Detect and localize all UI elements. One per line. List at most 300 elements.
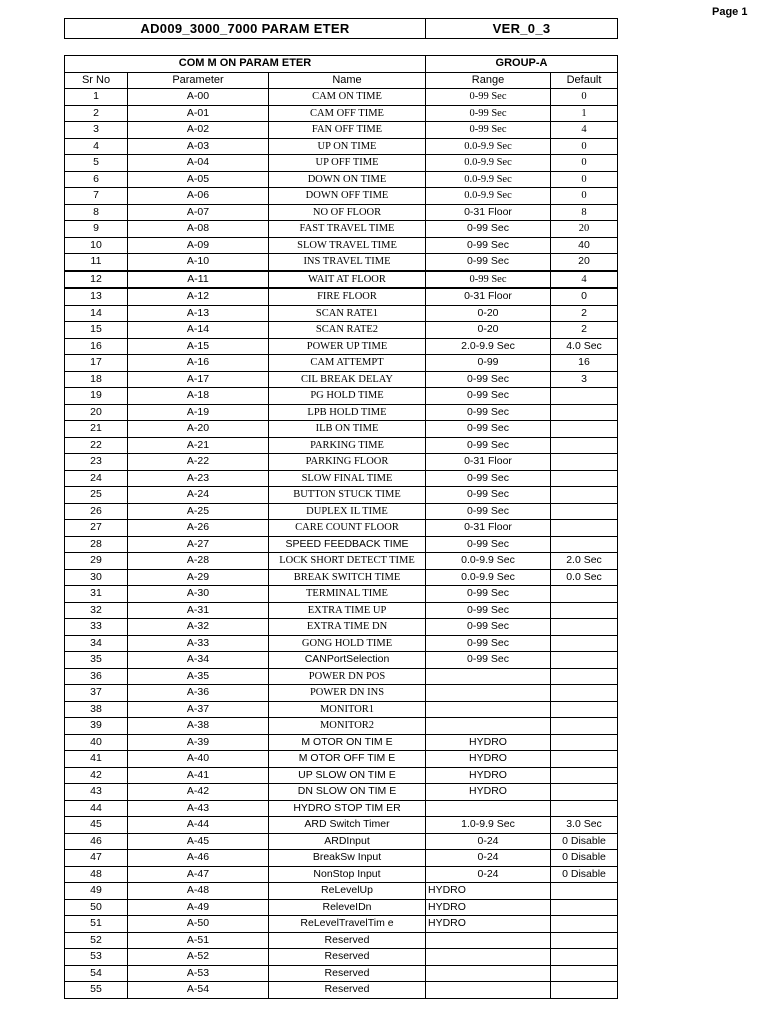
parameter-name-cell: LPB HOLD TIME: [269, 404, 426, 421]
range-cell: HYDRO: [426, 751, 551, 768]
default-cell: 40: [551, 237, 618, 254]
parameter-code-cell: A-27: [128, 536, 269, 553]
sr-no-cell: 19: [65, 388, 128, 405]
table-row: [65, 470, 618, 487]
parameter-name-cell: FAST TRAVEL TIME: [269, 221, 426, 238]
table-row: [65, 751, 618, 768]
range-cell: 0-99 Sec: [426, 487, 551, 504]
parameter-code-cell: A-51: [128, 932, 269, 949]
sr-no-cell: 6: [65, 171, 128, 188]
default-cell: 0: [551, 138, 618, 155]
sr-no-cell: 31: [65, 586, 128, 603]
parameter-name-cell: CAM OFF TIME: [269, 105, 426, 122]
default-cell: [551, 718, 618, 735]
parameter-name-cell: FIRE FLOOR: [269, 288, 426, 305]
parameter-code-cell: A-07: [128, 204, 269, 221]
table-row: [65, 421, 618, 438]
default-cell: [551, 899, 618, 916]
parameter-code-cell: A-35: [128, 668, 269, 685]
sr-no-cell: 14: [65, 305, 128, 322]
default-cell: [551, 652, 618, 669]
sr-no-cell: 35: [65, 652, 128, 669]
table-row: [65, 949, 618, 966]
sr-no-cell: 30: [65, 569, 128, 586]
parameter-code-cell: A-17: [128, 371, 269, 388]
sr-no-cell: 37: [65, 685, 128, 702]
default-cell: [551, 949, 618, 966]
default-cell: 2: [551, 322, 618, 339]
parameter-name-cell: MONITOR2: [269, 718, 426, 735]
parameter-name-cell: CAM ATTEMPT: [269, 355, 426, 372]
range-cell: 0-99 Sec: [426, 586, 551, 603]
default-cell: 1: [551, 105, 618, 122]
parameter-code-cell: A-03: [128, 138, 269, 155]
range-cell: 0-24: [426, 850, 551, 867]
parameter-code-cell: A-52: [128, 949, 269, 966]
table-row: [65, 734, 618, 751]
table-row: [65, 254, 618, 271]
parameter-code-cell: A-04: [128, 155, 269, 172]
range-cell: 0.0-9.9 Sec: [426, 138, 551, 155]
range-cell: 0-99 Sec: [426, 388, 551, 405]
sr-no-cell: 17: [65, 355, 128, 372]
range-cell: 0-99: [426, 355, 551, 372]
parameter-name-cell: DOWN OFF TIME: [269, 188, 426, 205]
parameter-code-cell: A-30: [128, 586, 269, 603]
range-cell: 0-99 Sec: [426, 421, 551, 438]
column-header: Parameter: [128, 72, 269, 89]
parameter-name-cell: EXTRA TIME DN: [269, 619, 426, 636]
sr-no-cell: 1: [65, 89, 128, 106]
table-row: [65, 602, 618, 619]
default-cell: [551, 734, 618, 751]
parameter-code-cell: A-20: [128, 421, 269, 438]
parameter-code-cell: A-10: [128, 254, 269, 271]
parameter-code-cell: A-08: [128, 221, 269, 238]
range-cell: 0-20: [426, 322, 551, 339]
default-cell: [551, 635, 618, 652]
table-row: [65, 982, 618, 999]
parameter-name-cell: SCAN RATE1: [269, 305, 426, 322]
range-cell: [426, 800, 551, 817]
table-row: [65, 899, 618, 916]
table-row: [65, 767, 618, 784]
default-cell: [551, 800, 618, 817]
parameter-code-cell: A-29: [128, 569, 269, 586]
table-row: [65, 122, 618, 139]
parameter-name-cell: PG HOLD TIME: [269, 388, 426, 405]
parameter-name-cell: POWER DN INS: [269, 685, 426, 702]
parameter-code-cell: A-26: [128, 520, 269, 537]
table-row: [65, 520, 618, 537]
sr-no-cell: 39: [65, 718, 128, 735]
range-cell: 0-99 Sec: [426, 105, 551, 122]
sr-no-cell: 47: [65, 850, 128, 867]
table-row: [65, 916, 618, 933]
parameter-name-cell: Reserved: [269, 949, 426, 966]
sr-no-cell: 33: [65, 619, 128, 636]
range-cell: 1.0-9.9 Sec: [426, 817, 551, 834]
parameter-name-cell: ReLevelUp: [269, 883, 426, 900]
table-row: [65, 454, 618, 471]
parameter-name-cell: Reserved: [269, 932, 426, 949]
default-cell: [551, 388, 618, 405]
range-cell: 0.0-9.9 Sec: [426, 188, 551, 205]
range-cell: 0-99 Sec: [426, 237, 551, 254]
sr-no-cell: 42: [65, 767, 128, 784]
parameter-name-cell: LOCK SHORT DETECT TIME: [269, 553, 426, 570]
parameter-name-cell: M OTOR ON TIM E: [269, 734, 426, 751]
column-header: Sr No: [65, 72, 128, 89]
table-row: [65, 188, 618, 205]
parameter-name-cell: NonStop Input: [269, 866, 426, 883]
parameter-code-cell: A-43: [128, 800, 269, 817]
parameter-code-cell: A-33: [128, 635, 269, 652]
column-header: Name: [269, 72, 426, 89]
table-row: [65, 322, 618, 339]
table-row: [65, 965, 618, 982]
sr-no-cell: 8: [65, 204, 128, 221]
sr-no-cell: 54: [65, 965, 128, 982]
sr-no-cell: 11: [65, 254, 128, 271]
sr-no-cell: 3: [65, 122, 128, 139]
parameter-name-cell: SLOW TRAVEL TIME: [269, 237, 426, 254]
table-row: [65, 138, 618, 155]
parameter-code-cell: A-45: [128, 833, 269, 850]
sr-no-cell: 10: [65, 237, 128, 254]
parameter-code-cell: A-54: [128, 982, 269, 999]
parameter-code-cell: A-44: [128, 817, 269, 834]
sr-no-cell: 32: [65, 602, 128, 619]
range-cell: 0-99 Sec: [426, 635, 551, 652]
parameter-code-cell: A-47: [128, 866, 269, 883]
sr-no-cell: 9: [65, 221, 128, 238]
default-cell: 16: [551, 355, 618, 372]
default-cell: 0 Disable: [551, 866, 618, 883]
parameter-code-cell: A-13: [128, 305, 269, 322]
parameter-code-cell: A-23: [128, 470, 269, 487]
sr-no-cell: 7: [65, 188, 128, 205]
table-row: [65, 237, 618, 254]
parameter-code-cell: A-15: [128, 338, 269, 355]
range-cell: 0-99 Sec: [426, 437, 551, 454]
parameter-name-cell: DN SLOW ON TIM E: [269, 784, 426, 801]
range-cell: 0.0-9.9 Sec: [426, 171, 551, 188]
table-row: [65, 388, 618, 405]
parameter-name-cell: PARKING FLOOR: [269, 454, 426, 471]
parameter-code-cell: A-36: [128, 685, 269, 702]
default-cell: [551, 421, 618, 438]
range-cell: 0-99 Sec: [426, 221, 551, 238]
sr-no-cell: 12: [65, 271, 128, 289]
table-row: [65, 833, 618, 850]
section-title: COM M ON PARAM ETER: [65, 56, 426, 73]
parameter-code-cell: A-21: [128, 437, 269, 454]
parameter-code-cell: A-16: [128, 355, 269, 372]
table-row: [65, 685, 618, 702]
parameter-name-cell: BreakSw Input: [269, 850, 426, 867]
parameter-name-cell: DUPLEX IL TIME: [269, 503, 426, 520]
parameter-table: [64, 55, 618, 999]
default-cell: 20: [551, 221, 618, 238]
parameter-name-cell: TERMINAL TIME: [269, 586, 426, 603]
parameter-code-cell: A-14: [128, 322, 269, 339]
parameter-code-cell: A-24: [128, 487, 269, 504]
table-row: [65, 155, 618, 172]
parameter-name-cell: SCAN RATE2: [269, 322, 426, 339]
sr-no-cell: 5: [65, 155, 128, 172]
default-cell: [551, 701, 618, 718]
parameter-code-cell: A-19: [128, 404, 269, 421]
sr-no-cell: 46: [65, 833, 128, 850]
parameter-name-cell: CANPortSelection: [269, 652, 426, 669]
table-row: [65, 817, 618, 834]
parameter-code-cell: A-22: [128, 454, 269, 471]
parameter-code-cell: A-09: [128, 237, 269, 254]
range-cell: [426, 718, 551, 735]
sr-no-cell: 49: [65, 883, 128, 900]
default-cell: [551, 965, 618, 982]
default-cell: [551, 784, 618, 801]
parameter-name-cell: UP OFF TIME: [269, 155, 426, 172]
parameter-name-cell: POWER DN POS: [269, 668, 426, 685]
parameter-code-cell: A-49: [128, 899, 269, 916]
column-header: Range: [426, 72, 551, 89]
range-cell: 0-31 Floor: [426, 288, 551, 305]
sr-no-cell: 4: [65, 138, 128, 155]
parameter-name-cell: INS TRAVEL TIME: [269, 254, 426, 271]
sr-no-cell: 41: [65, 751, 128, 768]
sr-no-cell: 50: [65, 899, 128, 916]
default-cell: 0 Disable: [551, 850, 618, 867]
section-header-row: [65, 56, 618, 73]
parameter-name-cell: SLOW FINAL TIME: [269, 470, 426, 487]
sr-no-cell: 20: [65, 404, 128, 421]
table-row: [65, 619, 618, 636]
table-row: [65, 487, 618, 504]
default-cell: 3.0 Sec: [551, 817, 618, 834]
table-row: [65, 305, 618, 322]
default-cell: [551, 685, 618, 702]
range-cell: 0-24: [426, 866, 551, 883]
range-cell: 0-99 Sec: [426, 254, 551, 271]
sr-no-cell: 43: [65, 784, 128, 801]
parameter-name-cell: CARE COUNT FLOOR: [269, 520, 426, 537]
default-cell: [551, 619, 618, 636]
parameter-name-cell: MONITOR1: [269, 701, 426, 718]
parameter-name-cell: HYDRO STOP TIM ER: [269, 800, 426, 817]
sr-no-cell: 51: [65, 916, 128, 933]
parameter-code-cell: A-05: [128, 171, 269, 188]
parameter-name-cell: EXTRA TIME UP: [269, 602, 426, 619]
parameter-code-cell: A-32: [128, 619, 269, 636]
parameter-code-cell: A-01: [128, 105, 269, 122]
sr-no-cell: 55: [65, 982, 128, 999]
sr-no-cell: 34: [65, 635, 128, 652]
table-row: [65, 784, 618, 801]
parameter-name-cell: UP SLOW ON TIM E: [269, 767, 426, 784]
parameter-code-cell: A-41: [128, 767, 269, 784]
parameter-code-cell: A-40: [128, 751, 269, 768]
range-cell: [426, 982, 551, 999]
sr-no-cell: 52: [65, 932, 128, 949]
default-cell: 20: [551, 254, 618, 271]
group-title: GROUP-A: [426, 56, 618, 73]
table-row: [65, 850, 618, 867]
parameter-name-cell: ILB ON TIME: [269, 421, 426, 438]
table-row: [65, 569, 618, 586]
parameter-code-cell: A-06: [128, 188, 269, 205]
table-row: [65, 171, 618, 188]
parameter-code-cell: A-42: [128, 784, 269, 801]
range-cell: 0-99 Sec: [426, 503, 551, 520]
sr-no-cell: 23: [65, 454, 128, 471]
table-row: [65, 883, 618, 900]
range-cell: [426, 668, 551, 685]
default-cell: [551, 932, 618, 949]
parameter-code-cell: A-53: [128, 965, 269, 982]
range-cell: 0-99 Sec: [426, 371, 551, 388]
table-row: [65, 866, 618, 883]
table-row: [65, 89, 618, 106]
parameter-name-cell: UP ON TIME: [269, 138, 426, 155]
range-cell: [426, 685, 551, 702]
default-cell: 2.0 Sec: [551, 553, 618, 570]
range-cell: 0-99 Sec: [426, 536, 551, 553]
range-cell: 2.0-9.9 Sec: [426, 338, 551, 355]
parameter-name-cell: SPEED FEEDBACK TIME: [269, 536, 426, 553]
default-cell: 2: [551, 305, 618, 322]
default-cell: [551, 536, 618, 553]
table-row: [65, 800, 618, 817]
range-cell: HYDRO: [426, 784, 551, 801]
range-cell: [426, 965, 551, 982]
table-row: [65, 404, 618, 421]
parameter-name-cell: CIL BREAK DELAY: [269, 371, 426, 388]
page-number-label: Page 1: [712, 6, 748, 18]
range-cell: 0-99 Sec: [426, 619, 551, 636]
parameter-name-cell: GONG HOLD TIME: [269, 635, 426, 652]
sr-no-cell: 45: [65, 817, 128, 834]
parameter-code-cell: A-02: [128, 122, 269, 139]
range-cell: 0.0-9.9 Sec: [426, 553, 551, 570]
sr-no-cell: 13: [65, 288, 128, 305]
range-cell: 0-31 Floor: [426, 520, 551, 537]
default-cell: 0: [551, 188, 618, 205]
parameter-name-cell: PARKING TIME: [269, 437, 426, 454]
default-cell: 3: [551, 371, 618, 388]
parameter-code-cell: A-38: [128, 718, 269, 735]
table-row: [65, 553, 618, 570]
default-cell: [551, 454, 618, 471]
sr-no-cell: 44: [65, 800, 128, 817]
default-cell: [551, 487, 618, 504]
parameter-name-cell: POWER UP TIME: [269, 338, 426, 355]
parameter-code-cell: A-25: [128, 503, 269, 520]
table-row: [65, 288, 618, 305]
range-cell: 0.0-9.9 Sec: [426, 155, 551, 172]
table-row: [65, 221, 618, 238]
table-row: [65, 668, 618, 685]
document-title: AD009_3000_7000 PARAM ETER: [65, 19, 426, 39]
range-cell: 0-99 Sec: [426, 271, 551, 289]
table-row: [65, 204, 618, 221]
default-cell: [551, 503, 618, 520]
parameter-name-cell: WAIT AT FLOOR: [269, 271, 426, 289]
table-row: [65, 437, 618, 454]
table-row: [65, 371, 618, 388]
default-cell: 0.0 Sec: [551, 569, 618, 586]
parameter-code-cell: A-28: [128, 553, 269, 570]
parameter-code-cell: A-34: [128, 652, 269, 669]
default-cell: [551, 668, 618, 685]
table-row: [65, 932, 618, 949]
sr-no-cell: 40: [65, 734, 128, 751]
parameter-code-cell: A-50: [128, 916, 269, 933]
table-row: [65, 355, 618, 372]
default-cell: [551, 767, 618, 784]
sr-no-cell: 15: [65, 322, 128, 339]
sr-no-cell: 21: [65, 421, 128, 438]
default-cell: [551, 437, 618, 454]
sr-no-cell: 16: [65, 338, 128, 355]
parameter-code-cell: A-12: [128, 288, 269, 305]
sr-no-cell: 26: [65, 503, 128, 520]
parameter-name-cell: BREAK SWITCH TIME: [269, 569, 426, 586]
parameter-code-cell: A-46: [128, 850, 269, 867]
column-header: Default: [551, 72, 618, 89]
range-cell: HYDRO: [426, 916, 551, 933]
sr-no-cell: 27: [65, 520, 128, 537]
parameter-name-cell: NO OF FLOOR: [269, 204, 426, 221]
range-cell: HYDRO: [426, 899, 551, 916]
range-cell: 0-99 Sec: [426, 89, 551, 106]
parameter-code-cell: A-31: [128, 602, 269, 619]
parameter-name-cell: BUTTON STUCK TIME: [269, 487, 426, 504]
parameter-code-cell: A-00: [128, 89, 269, 106]
sr-no-cell: 38: [65, 701, 128, 718]
sr-no-cell: 48: [65, 866, 128, 883]
default-cell: 4.0 Sec: [551, 338, 618, 355]
table-row: [65, 271, 618, 289]
range-cell: 0-31 Floor: [426, 204, 551, 221]
range-cell: 0-24: [426, 833, 551, 850]
parameter-name-cell: Reserved: [269, 982, 426, 999]
default-cell: [551, 916, 618, 933]
parameter-name-cell: Reserved: [269, 965, 426, 982]
default-cell: [551, 520, 618, 537]
default-cell: 0: [551, 288, 618, 305]
range-cell: 0-31 Floor: [426, 454, 551, 471]
version-label: VER_0_3: [426, 19, 618, 39]
range-cell: 0-99 Sec: [426, 602, 551, 619]
sr-no-cell: 22: [65, 437, 128, 454]
range-cell: 0-99 Sec: [426, 652, 551, 669]
default-cell: [551, 602, 618, 619]
default-cell: [551, 470, 618, 487]
default-cell: [551, 586, 618, 603]
default-cell: 0: [551, 155, 618, 172]
sr-no-cell: 18: [65, 371, 128, 388]
range-cell: 0-99 Sec: [426, 404, 551, 421]
table-row: [65, 652, 618, 669]
sr-no-cell: 28: [65, 536, 128, 553]
parameter-code-cell: A-48: [128, 883, 269, 900]
table-row: [65, 105, 618, 122]
default-cell: 0: [551, 171, 618, 188]
parameter-name-cell: ARDInput: [269, 833, 426, 850]
range-cell: 0-99 Sec: [426, 122, 551, 139]
